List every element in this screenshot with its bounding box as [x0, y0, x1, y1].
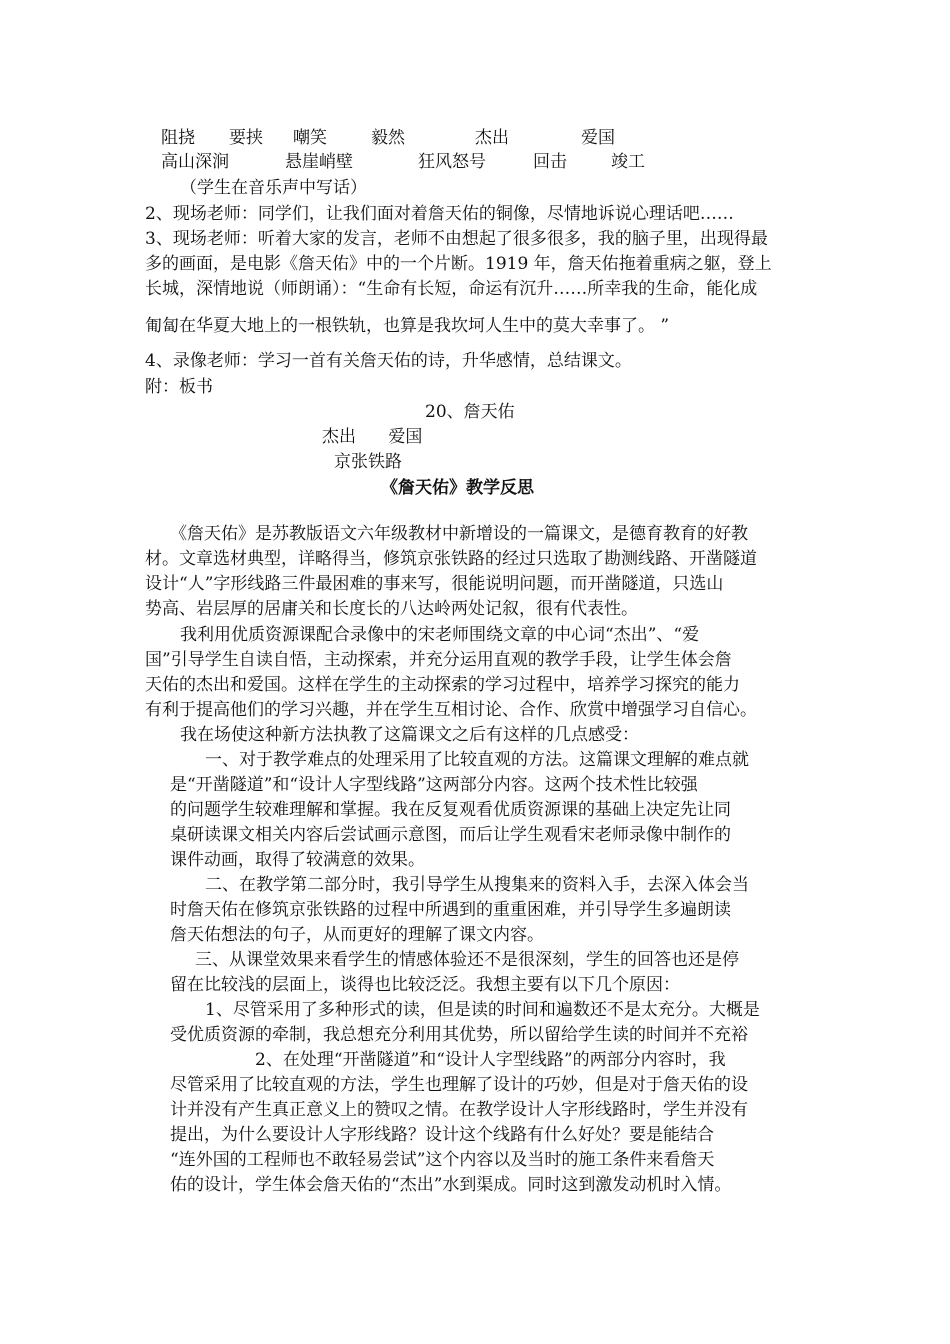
appendix-label: 附：板书 [145, 377, 213, 397]
lesson-step-3-line: 长城，深情地说（师朗诵）：“生命有长短，命运有沉升……所幸我的生命，能化成 [145, 279, 758, 299]
vocab-word: 嘲笑 [293, 128, 327, 148]
reflection-p4-line: 是“开凿隧道”和“设计人字型线路”这两部分内容。这两个技术性比较强 [170, 775, 698, 795]
lesson-step-2: 2、现场老师：同学们，让我们面对着詹天佑的铜像，尽情地诉说心理话吧…… [145, 204, 734, 224]
lesson-step-3-line: 多的画面，是电影《詹天佑》中的一个片断。1919 年，詹天佑拖着重病之躯，登上 [145, 254, 772, 274]
reflection-p8-line: “连外国的工程师也不敢轻易尝试”这个内容以及当时的施工条件来看詹天 [170, 1150, 715, 1170]
reflection-p2-line: 有利于提高他们的学习兴趣，并在学生互相讨论、合作、欣赏中增强学习自信心。 [145, 700, 757, 720]
reflection-p8-line: 佑的设计，学生体会詹天佑的“杰出”水到渠成。同时这到激发动机时入情。 [170, 1175, 732, 1195]
vocab-word: 狂风怒号 [418, 152, 486, 172]
reflection-p5-line: 詹天佑想法的句子，从而更好的理解了课文内容。 [170, 925, 544, 945]
reflection-p6-line: 三、从课堂效果来看学生的情感体验还不是很深刻，学生的回答也还是停 [195, 950, 739, 970]
reflection-p1-line: 材。文章选材典型，详略得当，修筑京张铁路的经过只选取了勘测线路、开凿隧道 [145, 549, 757, 569]
vocab-word: 杰出 [475, 128, 509, 148]
lesson-step-3-line: 匍匐在华夏大地上的一根铁轨，也算是我坎坷人生中的莫大幸事了。 ” [145, 316, 670, 336]
reflection-p4-line: 的问题学生较难理解和掌握。我在反复观看优质资源课的基础上决定先让同 [170, 800, 731, 820]
vocab-word: 要挟 [229, 128, 263, 148]
vocab-word: 毅然 [371, 128, 405, 148]
vocab-word: 竣工 [611, 152, 645, 172]
vocab-word: 阻挠 [161, 128, 195, 148]
vocab-word: 回击 [533, 152, 567, 172]
reflection-p3: 我在场使这种新方法执教了这篇课文之后有这样的几点感受： [180, 725, 639, 745]
vocab-word: 悬崖峭壁 [285, 152, 353, 172]
reflection-p5-line: 时詹天佑在修筑京张铁路的过程中所遇到的重重困难，并引导学生多遍朗读 [170, 900, 731, 920]
reflection-p7-line: 受优质资源的牵制，我总想充分利用其优势，所以留给学生读的时间并不充裕 [170, 1025, 748, 1045]
reflection-p8-line: 提出，为什么要设计人字形线路？设计这个线路有什么好处？要是能结合 [170, 1125, 714, 1145]
reflection-p8-line: 计并没有产生真正意义上的赞叹之情。在教学设计人字形线路时，学生并没有 [170, 1100, 748, 1120]
reflection-p7-line: 1、尽管采用了多种形式的读，但是读的时间和遍数还不是太充分。大概是 [205, 1000, 760, 1020]
reflection-p6-line: 留在比较浅的层面上，谈得也比较泛泛。我想主要有以下几个原因： [170, 975, 680, 995]
board-title: 20、詹天佑 [425, 402, 515, 422]
reflection-p1-line: 设计“人”字形线路三件最困难的事来写，很能说明问题，而开凿隧道，只选山 [145, 574, 724, 594]
reflection-p5-line: 二、在教学第二部分时，我引导学生从搜集来的资料入手，去深入体会当 [205, 875, 749, 895]
board-route: 京张铁路 [334, 452, 402, 472]
reflection-p4-line: 课件动画，取得了较满意的效果。 [170, 850, 425, 870]
reflection-p2-line: 国”引导学生自读自悟，主动探索，并充分运用直观的教学手段，让学生体会詹 [145, 650, 732, 670]
reflection-p8-line: 2、在处理“开凿隧道”和“设计人字型线路”的两部分内容时，我 [255, 1050, 726, 1070]
lesson-step-3-line: 3、现场老师：听着大家的发言，老师不由想起了很多很多，我的脑子里，出现得最 [145, 229, 768, 249]
reflection-p1-line: 势高、岩层厚的居庸关和长度长的八达岭两处记叙，很有代表性。 [145, 599, 638, 619]
vocab-word: 爱国 [581, 128, 615, 148]
board-words: 杰出 爱国 [322, 427, 423, 447]
lesson-step-4: 4、录像老师：学习一首有关詹天佑的诗，升华感情，总结课文。 [145, 351, 632, 371]
lesson-note: （学生在音乐声中写话） [180, 178, 367, 198]
reflection-p4-line: 一、对于教学难点的处理采用了比较直观的方法。这篇课文理解的难点就 [205, 750, 749, 770]
reflection-title: 《詹天佑》教学反思 [381, 478, 534, 498]
vocab-word: 高山深涧 [161, 152, 229, 172]
reflection-p8-line: 尽管采用了比较直观的方法，学生也理解了设计的巧妙，但是对于詹天佑的设 [170, 1075, 748, 1095]
reflection-p4-line: 桌研读课文相关内容后尝试画示意图，而后让学生观看宋老师录像中制作的 [170, 825, 731, 845]
reflection-p2-line: 我利用优质资源课配合录像中的宋老师围绕文章的中心词“杰出”、“爱 [180, 625, 700, 645]
reflection-p1-line: 《詹天佑》是苏教版语文六年级教材中新增设的一篇课文，是德育教育的好教 [170, 524, 748, 544]
reflection-p2-line: 天佑的杰出和爱国。这样在学生的主动探索的学习过程中，培养学习探究的能力 [145, 675, 740, 695]
